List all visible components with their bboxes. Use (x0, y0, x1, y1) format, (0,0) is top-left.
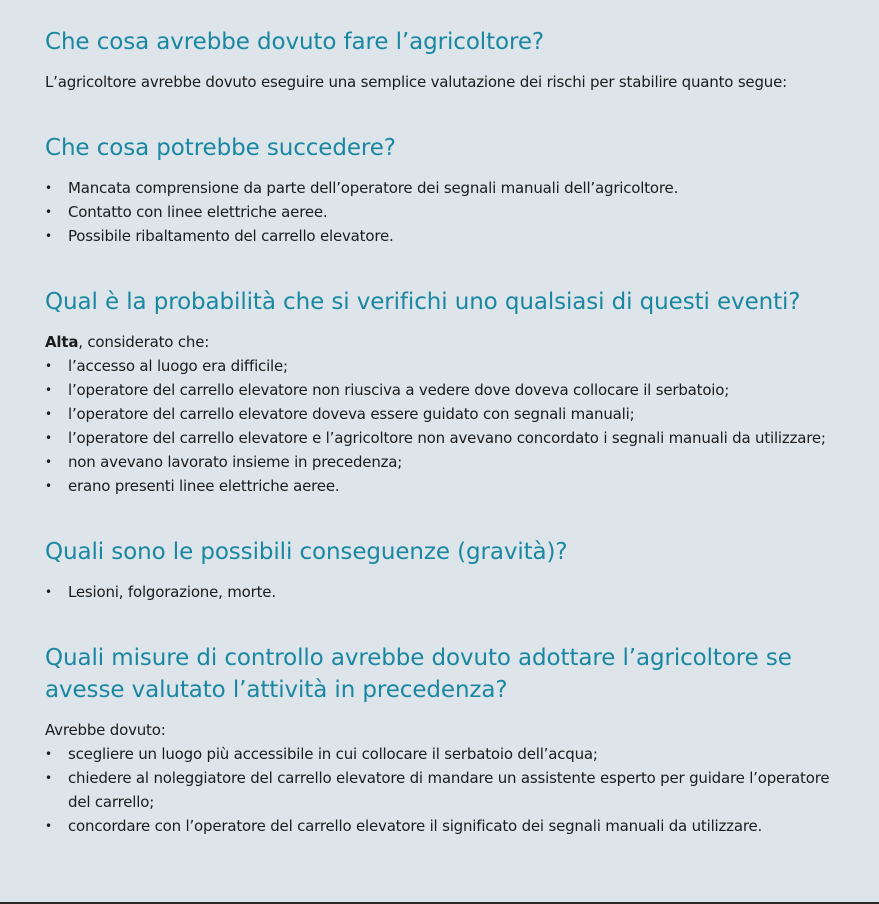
bullet-list (45, 176, 849, 248)
section-what-could-happen (45, 132, 849, 248)
list-item: • l’operatore del carrello elevatore non riusciva a vedere dove doveva collocare il serbatoio; (45, 378, 849, 402)
probability-level: Alta (45, 333, 79, 351)
section-probability (45, 286, 849, 498)
section-heading: Che cosa potrebbe succedere? (45, 135, 396, 161)
intro-text: , considerato che: (78, 333, 210, 351)
section-heading: Che cosa avrebbe dovuto fare l’agricoltore? (45, 29, 544, 55)
section-consequences (45, 536, 849, 604)
list-item: • Contatto con linee elettriche aeree. (45, 200, 849, 224)
section-heading: Qual è la probabilità che si verifichi uno qualsiasi di questi eventi? (45, 289, 801, 315)
section-what-should-farmer-do (45, 26, 849, 94)
list-item: • Possibile ribaltamento del carrello elevatore. (45, 224, 849, 248)
list-item: • erano presenti linee elettriche aeree. (45, 474, 849, 498)
section-heading: Quali sono le possibili conseguenze (gravità)? (45, 539, 568, 565)
bullet-list (45, 580, 849, 604)
section-control-measures (45, 642, 849, 838)
section-intro: Avrebbe dovuto: (45, 721, 166, 739)
list-item: • Mancata comprensione da parte dell’operatore dei segnali manuali dell’agricoltore. (45, 176, 849, 200)
section-heading: Quali misure di controllo avrebbe dovuto adottare l’agricoltore se avesse valutato l’attività in precedenza? (45, 645, 792, 703)
list-item: • concordare con l’operatore del carrello elevatore il significato dei segnali manuali da utilizzare. (45, 814, 849, 838)
list-item: • l’accesso al luogo era difficile; (45, 354, 849, 378)
list-item: • l’operatore del carrello elevatore doveva essere guidato con segnali manuali; (45, 402, 849, 426)
list-item: • non avevano lavorato insieme in precedenza; (45, 450, 849, 474)
list-item: • l’operatore del carrello elevatore e l’agricoltore non avevano concordato i segnali manuali da utilizzare; (45, 426, 849, 450)
list-item: • Lesioni, folgorazione, morte. (45, 580, 849, 604)
section-intro (45, 330, 849, 354)
list-item: • scegliere un luogo più accessibile in cui collocare il serbatoio dell’acqua; (45, 742, 849, 766)
bullet-list (45, 354, 849, 498)
list-item: • chiedere al noleggiatore del carrello elevatore di mandare un assistente esperto per guidare l’operatore del carrello; (45, 766, 849, 814)
section-intro: L’agricoltore avrebbe dovuto eseguire una semplice valutazione dei rischi per stabilire quanto segue: (45, 73, 787, 91)
bullet-list (45, 742, 849, 838)
